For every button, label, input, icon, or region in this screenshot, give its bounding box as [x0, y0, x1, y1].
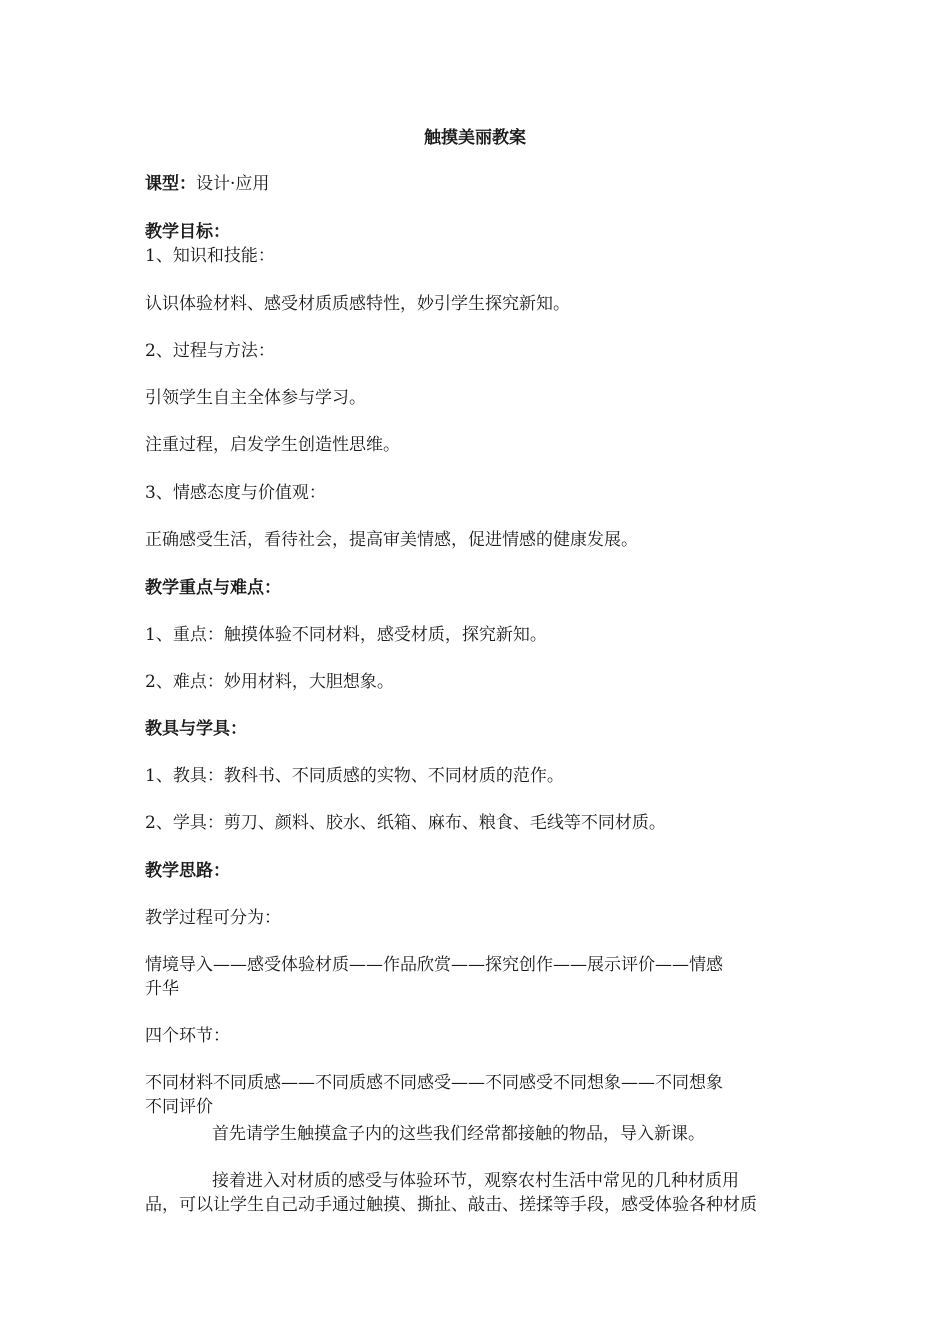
focus-item-1: 1、重点：触摸体验不同材料，感受材质，探究新知。: [145, 625, 547, 645]
course-type-value: 设计·应用: [196, 174, 270, 194]
focus-item-2: 2、难点：妙用材料，大胆想象。: [145, 672, 394, 692]
goal2-text-b: 注重过程，启发学生创造性思维。: [145, 435, 400, 455]
four-steps-line-2: 不同评价: [145, 1097, 213, 1117]
approach-intro: 教学过程可分为：: [145, 908, 281, 928]
course-type-line: [145, 172, 805, 196]
goal3-text: 正确感受生活，看待社会，提高审美情感，促进情感的健康发展。: [145, 530, 638, 550]
approach-flow-line-2: 升华: [145, 979, 179, 999]
four-steps-heading: 四个环节：: [145, 1026, 230, 1046]
course-type-label: 课型：: [145, 174, 196, 194]
goal2-heading: 2、过程与方法：: [145, 341, 275, 361]
document-title: 触摸美丽教案: [424, 128, 526, 148]
approach-heading: 教学思路：: [145, 861, 230, 881]
approach-flow-line-1: 情境导入——感受体验材质——作品欣赏——探究创作——展示评价——情感: [145, 955, 723, 975]
tools-heading: 教具与学具：: [145, 719, 247, 739]
four-steps-line-1: 不同材料不同质感——不同质感不同感受——不同感受不同想象——不同想象: [145, 1073, 723, 1093]
paragraph-2-line-2: 品，可以让学生自己动手通过触摸、撕扯、敲击、搓揉等手段，感受体验各种材质: [145, 1195, 757, 1215]
goal3-heading: 3、情感态度与价值观：: [145, 483, 326, 503]
tools-item-2: 2、学具：剪刀、颜料、胶水、纸箱、麻布、粮食、毛线等不同材质。: [145, 813, 666, 833]
paragraph-1: 首先请学生触摸盒子内的这些我们经常都接触的物品，导入新课。: [212, 1124, 705, 1144]
tools-item-1: 1、教具：教科书、不同质感的实物、不同材质的范作。: [145, 766, 564, 786]
focus-heading: 教学重点与难点：: [145, 578, 281, 598]
goals-heading: 教学目标：: [145, 222, 230, 242]
paragraph-2-line-1: 接着进入对材质的感受与体验环节，观察农村生活中常见的几种材质用: [212, 1171, 739, 1191]
goal2-text-a: 引领学生自主全体参与学习。: [145, 388, 366, 408]
goal1-heading: 1、知识和技能：: [145, 246, 275, 266]
goal1-text: 认识体验材料、感受材质质感特性，妙引学生探究新知。: [145, 294, 570, 314]
